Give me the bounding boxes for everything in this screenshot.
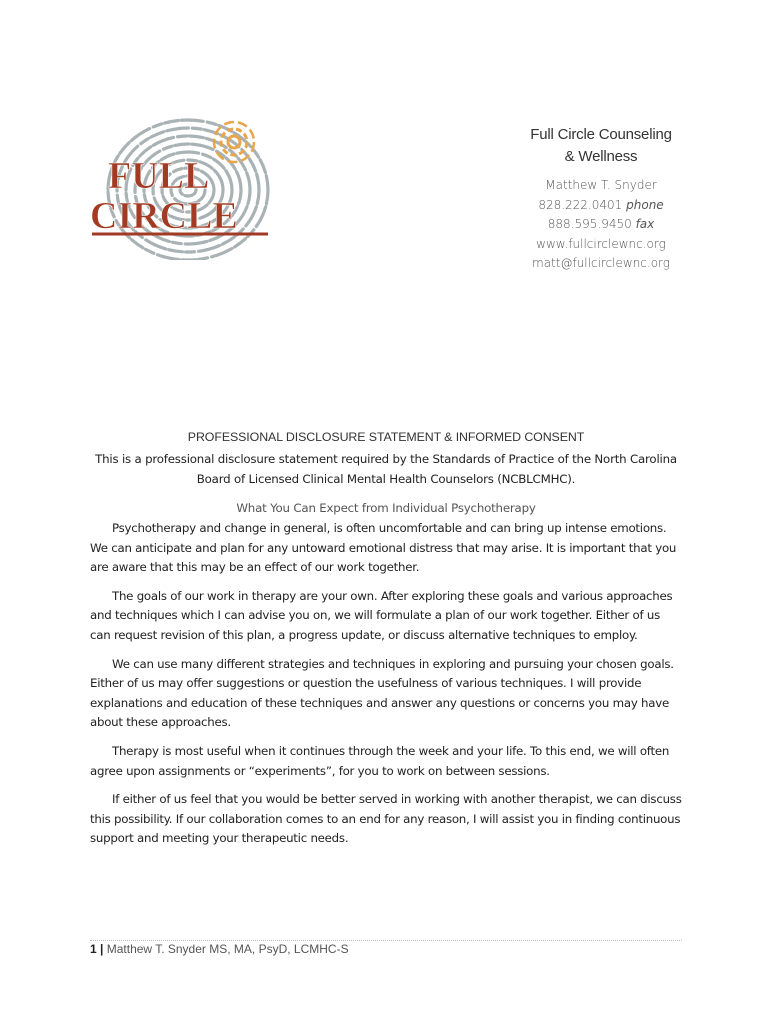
footer-author: Matthew T. Snyder MS, MA, PsyD, LCMHC-S (106, 942, 349, 956)
contact-block (470, 176, 732, 274)
logo-graphic (88, 110, 274, 260)
paragraph: Therapy is most useful when it continues through the week and your life. To this end, we will often agree upon assignments or “experiments”, for you to work on between sessions. (90, 743, 670, 778)
paragraph: The goals of our work in therapy are your own. After exploring these goals and various approaches and techniques which I can advise you on, we will formulate a plan of our work together. Either of us can request revision of this plan, a progress update, or discuss alternative techniques to employ. (90, 588, 673, 642)
org-name-line1: Full Circle Counseling (530, 126, 672, 143)
section-subheading: What You Can Expect from Individual Psychotherapy (236, 501, 536, 515)
page-number: 1 (90, 942, 97, 956)
paragraph: We can use many different strategies and techniques in exploring and pursuing your chosen goals. Either of us may offer suggestions or question the usefulness of various techniques. I will provide explanations and education of these techniques and answer any questions or concerns you may have about these approaches. (90, 656, 674, 730)
footer-divider (90, 940, 682, 941)
website-link[interactable]: www.fullcirclewnc.org (536, 236, 666, 251)
logo-text-line1: FULL (108, 155, 210, 197)
phone-label: phone (626, 197, 664, 212)
document-intro: This is a professional disclosure statement required by the Standards of Practice of the North Carolina Board of Licensed Clinical Mental Health Counselors (NCBLCMHC). (95, 452, 677, 486)
fax-label: fax (635, 217, 655, 232)
document-body (90, 519, 682, 858)
full-circle-logo (88, 110, 274, 260)
fax-number: 888.595.9450 (547, 217, 632, 232)
page-footer (90, 942, 682, 956)
contact-person: Matthew T. Snyder (545, 178, 657, 192)
footer-separator: | (100, 942, 104, 956)
logo-text-line2: CIRCLE (90, 195, 238, 237)
organization-info (470, 124, 732, 274)
phone-number: 828.222.0401 (538, 197, 623, 212)
contact-phone (470, 196, 732, 216)
org-name-line2: & Wellness (564, 148, 638, 165)
contact-fax (470, 215, 732, 235)
document-heading: PROFESSIONAL DISCLOSURE STATEMENT & INFORMED CONSENT (187, 430, 585, 444)
paragraph: If either of us feel that you would be better served in working with another therapist, we can discuss this possibility. If our collaboration comes to an end for any reason, I will assist you in finding continuous support and meeting your therapeutic needs. (90, 792, 682, 846)
email-link[interactable]: matt@fullcirclewnc.org (532, 256, 670, 271)
paragraph: Psychotherapy and change in general, is often uncomfortable and can bring up intense emotions. We can anticipate and plan for any untoward emotional distress that may arise. It is important that you are aware that this may be an effect of our work together. (90, 521, 677, 575)
